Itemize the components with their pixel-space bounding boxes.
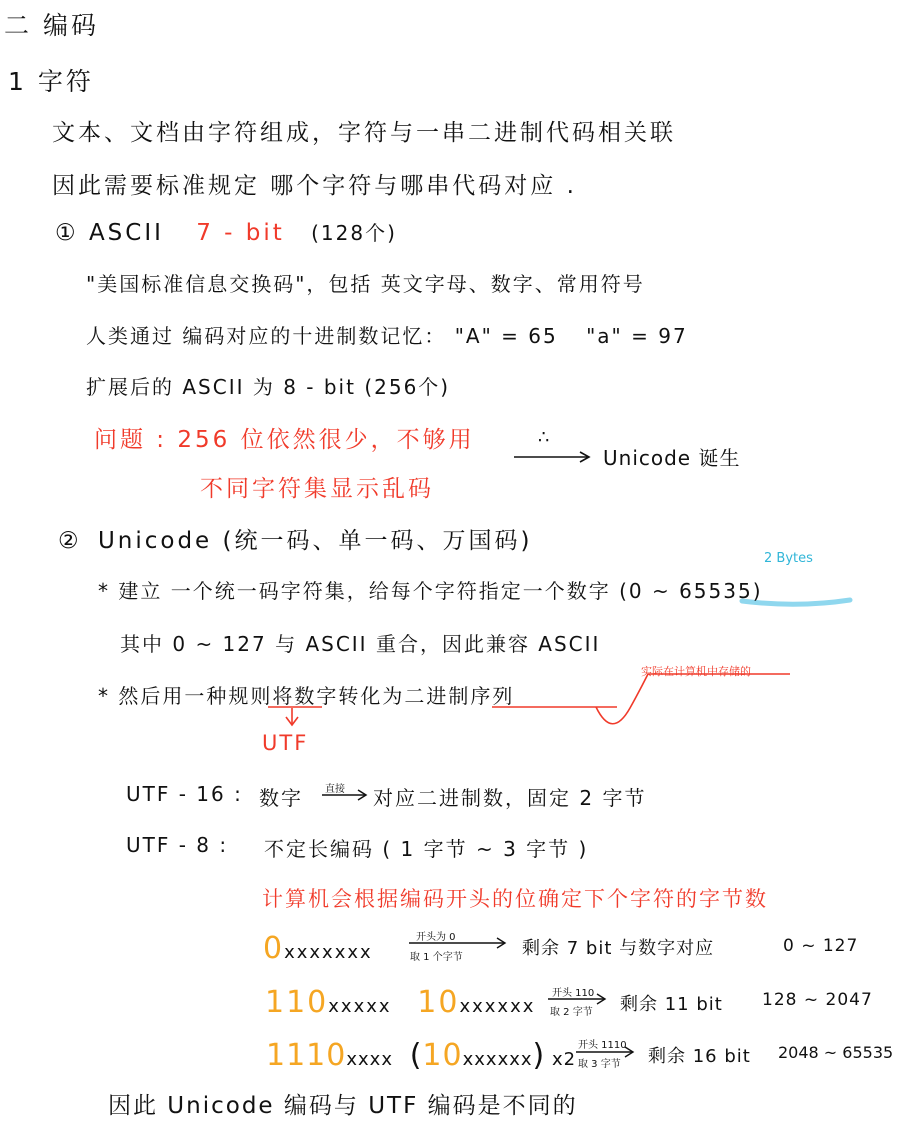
utf16-label: UTF - 16 : (126, 782, 243, 806)
payload-bits: xxxxxx (459, 996, 536, 1017)
sequence-callout (492, 674, 790, 724)
row1-range: 0 ~ 127 (783, 936, 859, 956)
bytes-note: 2 Bytes (764, 551, 813, 566)
payload-bits: xxxxx (328, 996, 392, 1017)
lead-bits: 10 (422, 1038, 463, 1073)
utf-label: UTF (262, 731, 309, 755)
mapping-upper-a: "A" = 65 (454, 324, 558, 348)
row1-pattern (263, 931, 373, 966)
row3-pattern (266, 1038, 576, 1073)
heading: 二 编码 (4, 11, 99, 40)
lead-bits: 1110 (266, 1038, 347, 1073)
problem-line-2: 不同字符集显示乱码 (200, 476, 434, 502)
row2-arrow-top: 开头 110 (552, 988, 595, 999)
star1-text: * 建立 一个统一码字符集，给每个字符指定一个数字 (98, 579, 611, 603)
ascii-name: ASCII (88, 220, 164, 246)
unicode-title: Unicode (统一码、单一码、万国码) (97, 528, 533, 554)
sequence-note: 实际在计算机中存储的 (641, 665, 751, 678)
row1-arrow-bottom: 取 1 个字节 (410, 952, 463, 963)
repeat-count: x2 (551, 1049, 577, 1070)
utf8-label: UTF - 8 : (126, 833, 229, 857)
lead-bits: 10 (417, 985, 460, 1020)
row2-arrow-bottom: 取 2 字节 (550, 1007, 593, 1018)
mapping-lower-a: "a" = 97 (586, 324, 688, 348)
star2-pre: * 然后用一种 (98, 684, 229, 708)
row2-range: 128 ~ 2047 (762, 990, 873, 1010)
row3-arrow-bottom: 取 3 字节 (578, 1059, 621, 1070)
lead-bits: 0 (263, 931, 285, 966)
row2-pattern (265, 985, 535, 1020)
row1-desc: 剩余 7 bit 与数字对应 (522, 938, 715, 959)
unicode-born: Unicode 诞生 (603, 446, 741, 470)
payload-bits: xxxx (346, 1049, 393, 1070)
therefore-arrow (514, 452, 589, 462)
row3-desc: 剩余 16 bit (648, 1046, 751, 1067)
ascii-extended: 扩展后的 ASCII 为 8 - bit (256个) (86, 375, 451, 399)
row3-arrow-top: 开头 1110 (578, 1040, 627, 1051)
conclusion: 因此 Unicode 编码与 UTF 编码是不同的 (108, 1093, 578, 1119)
close-paren: ) (532, 1038, 546, 1073)
row2-desc: 剩余 11 bit (620, 994, 723, 1015)
rule-word: 规则 (228, 684, 273, 708)
paragraph-line: 文本、文档由字符组成，字符与一串二进制代码相关联 (52, 120, 676, 146)
row3-range: 2048 ~ 65535 (778, 1043, 894, 1062)
problem-line-1: 问题 : 256 位依然很少，不够用 (94, 427, 475, 453)
item-number: ② (58, 528, 82, 554)
rule-arrow (268, 707, 322, 725)
row1-arrow-top: 开头为 0 (416, 932, 456, 943)
utf8-desc: 不定长编码 ( 1 字节 ~ 3 字节 ) (264, 837, 589, 861)
utf16-pre: 数字 (259, 786, 303, 810)
paragraph-line: 因此需要标准规定 哪个字符与哪串代码对应 . (52, 173, 577, 199)
unicode-star1 (98, 575, 763, 604)
open-paren: ( (409, 1038, 423, 1073)
therefore-symbol: ∴ (538, 427, 553, 448)
utf16-post: 对应二进制数，固定 2 字节 (373, 786, 647, 810)
unicode-compat: 其中 0 ~ 127 与 ASCII 重合，因此兼容 ASCII (120, 632, 601, 656)
item-number: ① (55, 220, 79, 246)
section-title: 1 字符 (8, 67, 94, 96)
ascii-desc: "美国标准信息交换码"，包括 英文字母、数字、常用符号 (86, 272, 645, 296)
utf8-rule: 计算机会根据编码开头的位确定下个字符的字节数 (262, 887, 768, 911)
direct-label: 直接 (325, 784, 345, 795)
payload-bits: xxxxxx (462, 1049, 533, 1070)
unicode-range: (0 ~ 65535) (619, 579, 763, 603)
payload-bits: xxxxxxx (284, 942, 373, 963)
lead-bits: 110 (265, 985, 329, 1020)
ascii-count: (128个) (311, 221, 397, 245)
unicode-star2 (98, 680, 514, 709)
unicode-heading (58, 522, 532, 555)
star2-mid: 将数字转化为 (272, 684, 405, 708)
ascii-bits: 7 - bit (196, 220, 285, 246)
sequence-word: 二进制序列 (404, 684, 515, 708)
mapping-prefix: 人类通过 编码对应的十进制数记忆： (86, 324, 447, 348)
